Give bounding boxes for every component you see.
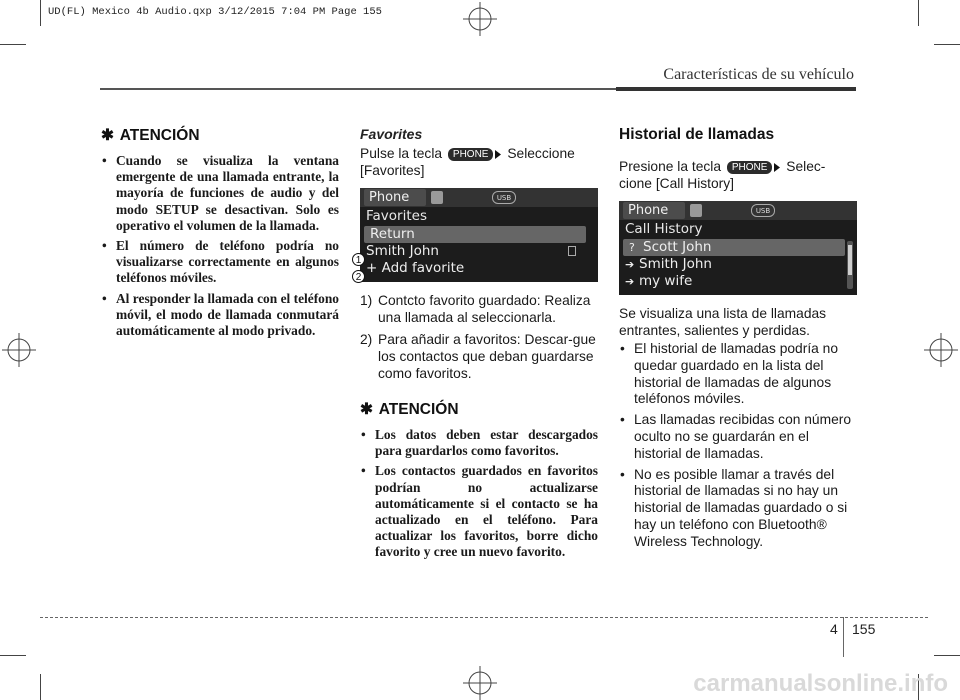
- usb-badge: USB: [492, 191, 516, 204]
- triangle-right-icon: [495, 150, 501, 159]
- star-icon: ✱: [360, 401, 373, 418]
- handset-icon: [568, 246, 576, 256]
- crop-mark: [40, 0, 41, 26]
- crop-mark: [40, 674, 41, 700]
- phone-key-label: PHONE: [448, 148, 494, 161]
- favorites-intro: [360, 145, 598, 179]
- attention-list: [360, 427, 598, 561]
- attention-heading-text: ATENCIÓN: [119, 127, 200, 144]
- screen-row-call: [619, 256, 857, 273]
- header-rule-accent: [616, 87, 856, 91]
- intro-text: Selec-cione [Call History]: [619, 159, 826, 191]
- crop-mark: [0, 44, 26, 45]
- attention-heading-text: ATENCIÓN: [378, 401, 459, 418]
- screen-scrollbar: [847, 241, 853, 289]
- intro-text: Pulse la tecla: [360, 146, 443, 161]
- call-history-list: [619, 341, 857, 551]
- screen-topbar: [619, 201, 857, 220]
- bluetooth-icon: [431, 191, 443, 204]
- column-3: [619, 126, 857, 555]
- screen-row-return: Return: [364, 226, 586, 243]
- crop-mark: [918, 0, 919, 26]
- column-2: [355, 126, 598, 565]
- favorites-heading: Favorites: [360, 126, 423, 142]
- list-item: • El número de teléfono podría no visualizarse correctamente en algunos teléfonos móviles.: [101, 238, 339, 287]
- step-number: 2): [360, 332, 373, 347]
- list-item: • Las llamadas recibidas con número oculto no se guardarán en el historial de llamadas.: [619, 412, 857, 462]
- list-item: • Los contactos guardados en favoritos podrían no actualizarse automáticamente si el contacto se ha actualizado en el teléfono. Para actualizar los favoritos, borre dicho favorito y cree un nuevo favorito.: [360, 463, 598, 560]
- screen-row-label: Scott John: [643, 239, 712, 255]
- bluetooth-icon: [690, 204, 702, 217]
- screen-row-label: Smith John: [366, 243, 439, 259]
- registration-mark-icon: [924, 333, 958, 367]
- attention-list: [101, 153, 339, 339]
- watermark: carmanualsonline.info: [693, 670, 948, 697]
- crop-mark: [934, 44, 960, 45]
- column-1: [101, 126, 339, 343]
- screen-row-call: [619, 273, 857, 290]
- intro-text: Presione la tecla: [619, 159, 722, 174]
- page-number-value: 155: [852, 621, 876, 637]
- callout-1: 1: [352, 253, 365, 266]
- screen-row-contact: [360, 243, 598, 260]
- section-title: Características de su vehículo: [663, 66, 854, 83]
- step-text: Para añadir a favoritos: Descar-gue los contactos que deban guardarse como favoritos.: [378, 332, 596, 381]
- intro-text: Seleccione [Favorites]: [360, 146, 575, 178]
- print-header-text: UD(FL) Mexico 4b Audio.qxp 3/12/2015 7:04 PM Page 155: [48, 6, 382, 18]
- call-history-intro: [619, 158, 857, 192]
- footer-rule: [40, 617, 928, 618]
- phone-key-label: PHONE: [727, 161, 773, 174]
- usb-badge: USB: [751, 204, 775, 217]
- screen-row-call: [623, 239, 845, 256]
- registration-mark-icon: [463, 2, 497, 36]
- registration-mark-icon: [2, 333, 36, 367]
- phone-key: [448, 148, 502, 161]
- crop-mark: [0, 655, 26, 656]
- screen-row-label: Smith John: [639, 256, 712, 272]
- screen-tab-phone: Phone: [623, 202, 685, 219]
- attention-heading: [101, 126, 339, 145]
- screen-row-label: my wife: [639, 273, 693, 289]
- chapter-number: 4: [830, 621, 838, 637]
- call-history-paragraph: Se visualiza una lista de llamadas entrantes, salientes y perdidas.: [619, 306, 827, 338]
- phone-key: [727, 161, 781, 174]
- triangle-right-icon: [774, 163, 780, 172]
- attention-heading: [360, 400, 598, 419]
- step-text: Contcto favorito guardado: Realiza una llamada al seleccionarla.: [378, 293, 591, 325]
- star-icon: ✱: [101, 127, 114, 144]
- page-number-divider: [843, 617, 844, 657]
- call-history-screen: [619, 201, 857, 295]
- outgoing-call-icon: ➔: [625, 258, 635, 271]
- list-item: • El historial de llamadas podría no quedar guardado en la lista del historial de llamadas de algunos teléfonos móviles.: [619, 341, 857, 408]
- step-number: 1): [360, 293, 373, 308]
- favorites-steps: [360, 292, 598, 382]
- list-item: • Los datos deben estar descargados para guardarlos como favoritos.: [360, 427, 598, 459]
- screen-tab-phone: Phone: [364, 189, 426, 206]
- call-history-heading: Historial de llamadas: [619, 126, 775, 143]
- list-item: • Al responder la llamada con el teléfono móvil, el modo de llamada conmutará automáticamente al modo privado.: [101, 291, 339, 340]
- crop-mark: [934, 655, 960, 656]
- list-item: • Cuando se visualiza la ventana emergente de una llamada entrante, la mayoría de funciones de audio y del modo SETUP se desactivan. Solo es operativo el volumen de la llamada.: [101, 153, 339, 234]
- screen-title: Call History: [625, 221, 703, 237]
- callout-2: 2: [352, 270, 365, 283]
- missed-call-icon: ?: [629, 241, 635, 254]
- step-item: [360, 292, 598, 326]
- step-item: [360, 331, 598, 382]
- screen-topbar: [360, 188, 598, 207]
- screen-title: Favorites: [366, 208, 427, 224]
- list-item: • No es posible llamar a través del historial de llamadas si no hay un historial de llamadas guardado o si hay un teléfono con Bluetooth® Wireless Technology.: [619, 467, 857, 551]
- outgoing-call-icon: ➔: [625, 275, 635, 288]
- scrollbar-thumb: [848, 245, 852, 275]
- screen-row-add-favorite: + Add favorite: [366, 260, 465, 276]
- registration-mark-icon: [463, 666, 497, 700]
- favorites-screen: [360, 188, 598, 282]
